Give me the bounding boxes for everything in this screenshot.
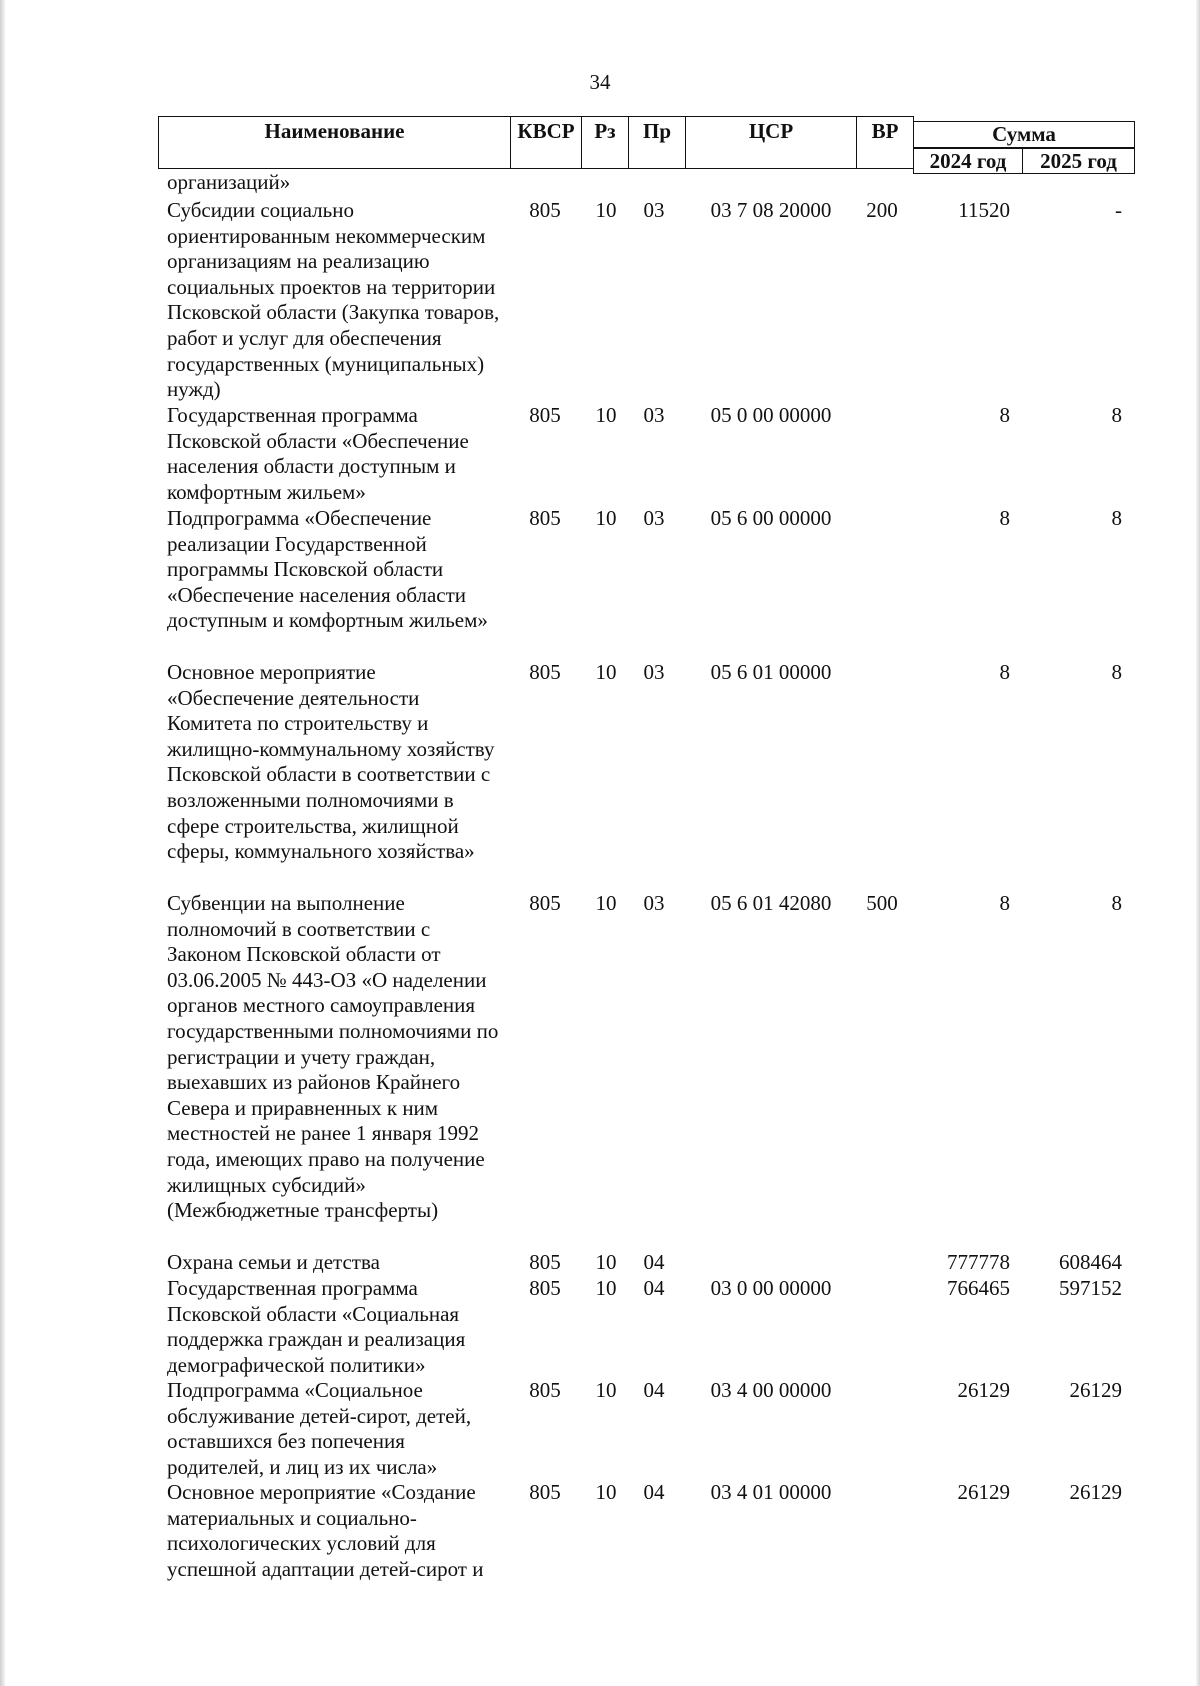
row-rz: 10: [595, 198, 617, 222]
header-rz: Рз: [594, 119, 616, 143]
row-pr: 04: [643, 1250, 665, 1274]
row-pr: 03: [643, 403, 665, 427]
scan-edge-right: [1196, 0, 1200, 1686]
row-sum-2025: 26129: [1069, 1480, 1122, 1504]
header-year-2024: 2024 год: [929, 149, 1007, 173]
row-csr: 03 7 08 20000: [710, 198, 832, 222]
row-kvsr: 805: [529, 506, 561, 530]
row-sum-2024: 26129: [957, 1480, 1010, 1504]
row-csr: 05 6 00 00000: [710, 506, 832, 530]
row-sum-2024: 26129: [957, 1378, 1010, 1402]
row-name: Субсидии социально ориентированным некоммерческим организациям на реализацию социальных проектов на территории Псковской области (Закупка товаров, работ и услуг для обеспечения государственных (муниципальных) нужд): [167, 198, 500, 402]
row-sum-2025: 597152: [1059, 1276, 1122, 1300]
row-pr: 04: [643, 1378, 665, 1402]
row-kvsr: 805: [529, 1276, 561, 1300]
row-rz: 10: [595, 1480, 617, 1504]
row-rz: 10: [595, 506, 617, 530]
row-name: организаций»: [167, 170, 291, 194]
row-pr: 04: [643, 1480, 665, 1504]
row-csr: 03 4 01 00000: [710, 1480, 832, 1504]
row-rz: 10: [595, 1276, 617, 1300]
row-kvsr: 805: [529, 1250, 561, 1274]
row-name: Субвенции на выполнение полномочий в соответствии с Законом Псковской области от 03.06.2005 № 443-ОЗ «О наделении органов местного самоуправления государственными полномочиями по регистрации и учету граждан, выехавших из районов Крайнего Севера и приравненных к ним местностей не ранее 1 января 1992 года, имеющих право на получение жилищных субсидий» (Межбюджетные трансферты): [167, 891, 499, 1223]
page-number: 34: [589, 70, 611, 94]
header-kvsr: КВСР: [517, 119, 575, 143]
header-name: Наименование: [264, 119, 405, 143]
row-csr: 05 6 01 42080: [710, 891, 832, 915]
row-pr: 04: [643, 1276, 665, 1300]
row-pr: 03: [643, 891, 665, 915]
row-name: Охрана семьи и детства: [167, 1250, 380, 1274]
row-name: Основное мероприятие «Создание материальных и социально-психологических условий для успешной адаптации детей-сирот и: [167, 1480, 484, 1581]
row-sum-2024: 11520: [958, 198, 1010, 222]
row-sum-2024: 766465: [947, 1276, 1010, 1300]
row-pr: 03: [643, 660, 665, 684]
row-sum-2025: 8: [1111, 660, 1122, 684]
row-sum-2025: -: [1115, 198, 1122, 222]
row-sum-2025: 608464: [1059, 1250, 1122, 1274]
header-sum: Сумма: [992, 122, 1056, 146]
row-sum-2024: 8: [999, 660, 1010, 684]
scan-edge-left: [0, 0, 5, 1686]
row-kvsr: 805: [529, 891, 561, 915]
row-name: Подпрограмма «Социальное обслуживание детей-сирот, детей, оставшихся без попечения родителей, и лиц из их числа»: [167, 1378, 472, 1479]
header-year-2025: 2025 год: [1040, 149, 1117, 173]
row-rz: 10: [595, 891, 617, 915]
row-rz: 10: [595, 1378, 617, 1402]
row-name: Подпрограмма «Обеспечение реализации Государственной программы Псковской области «Обеспечение населения области доступным и комфортным жильем»: [167, 506, 488, 633]
row-csr: 03 0 00 00000: [710, 1276, 832, 1300]
row-csr: 03 4 00 00000: [710, 1378, 832, 1402]
row-name: Государственная программа Псковской области «Социальная поддержка граждан и реализация демографической политики»: [167, 1276, 466, 1377]
row-sum-2024: 8: [999, 506, 1010, 530]
row-kvsr: 805: [529, 403, 561, 427]
row-csr: 05 0 00 00000: [710, 403, 832, 427]
header-vr: ВР: [871, 119, 899, 143]
row-sum-2025: 8: [1111, 891, 1122, 915]
row-kvsr: 805: [529, 660, 561, 684]
row-rz: 10: [595, 1250, 617, 1274]
row-rz: 10: [595, 403, 617, 427]
row-kvsr: 805: [529, 1378, 561, 1402]
row-csr: 05 6 01 00000: [710, 660, 832, 684]
row-sum-2025: 8: [1111, 506, 1122, 530]
row-vr: 500: [866, 891, 898, 915]
header-pr: Пр: [642, 119, 671, 143]
row-rz: 10: [595, 660, 617, 684]
row-name: Государственная программа Псковской области «Обеспечение населения области доступным и комфортным жильем»: [167, 403, 469, 504]
row-sum-2024: 8: [999, 403, 1010, 427]
row-kvsr: 805: [529, 198, 561, 222]
header-csr: ЦСР: [748, 119, 794, 143]
row-name: Основное мероприятие «Обеспечение деятельности Комитета по строительству и жилищно-коммунальному хозяйству Псковской области в соответствии с возложенными полномочиями в сфере строительства, жилищной сферы, коммунального хозяйства»: [167, 660, 495, 864]
row-pr: 03: [643, 506, 665, 530]
row-pr: 03: [643, 198, 665, 222]
row-vr: 200: [866, 198, 898, 222]
row-sum-2025: 8: [1111, 403, 1122, 427]
row-kvsr: 805: [529, 1480, 561, 1504]
row-sum-2024: 777778: [947, 1250, 1010, 1274]
row-sum-2025: 26129: [1069, 1378, 1122, 1402]
row-sum-2024: 8: [999, 891, 1010, 915]
